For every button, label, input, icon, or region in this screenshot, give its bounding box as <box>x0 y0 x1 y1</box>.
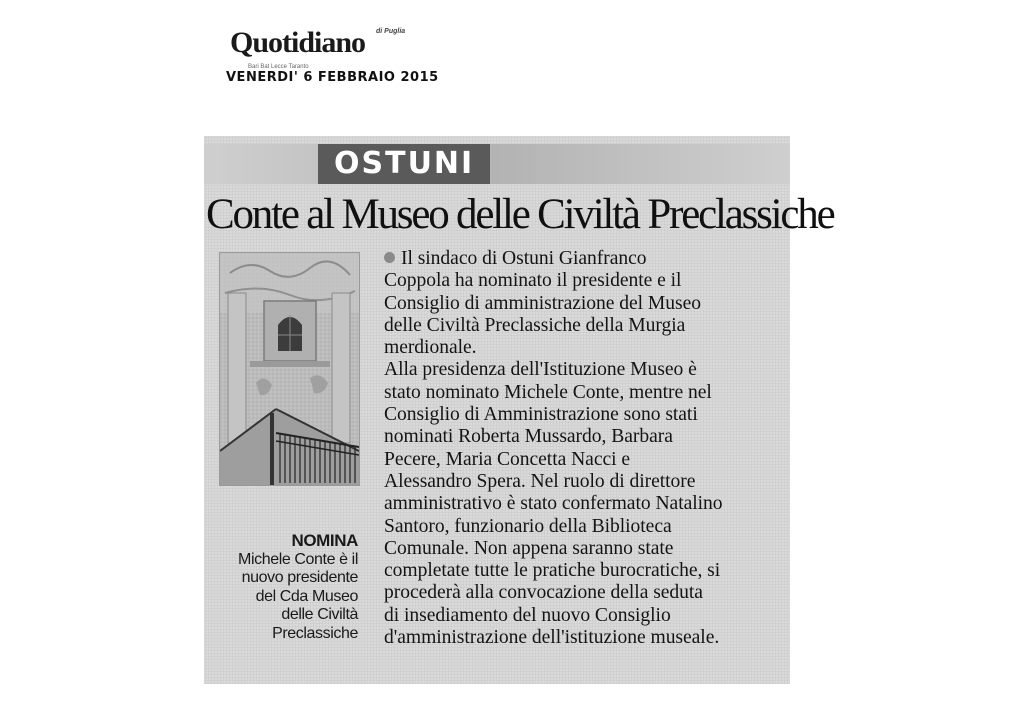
newspaper-masthead <box>226 22 486 92</box>
publication-date: VENERDI' 6 FEBBRAIO 2015 <box>226 70 439 85</box>
facade-illustration <box>220 253 359 485</box>
article-kicker: OSTUNI <box>318 144 490 184</box>
caption-line: del Cda Museo <box>255 587 358 605</box>
body-line-text: Il sindaco di Ostuni Gianfranco <box>401 248 647 269</box>
body-line: delle Civiltà Preclassiche della Murgia <box>384 314 686 336</box>
body-line: merdionale. <box>384 337 477 359</box>
body-line: amministrativo è stato confermato Natalino <box>384 493 723 515</box>
body-line: Coppola ha nominato il presidente e il <box>384 270 682 292</box>
body-line: procederà alla convocazione della seduta <box>384 582 703 604</box>
body-line: d'amministrazione dell'istituzione museale. <box>384 627 720 649</box>
bullet-icon <box>384 252 395 263</box>
body-line: Consiglio di amministrazione del Museo <box>384 292 702 314</box>
building-facade-photo <box>219 252 360 486</box>
body-line: Consiglio di Amministrazione sono stati <box>384 404 698 426</box>
kicker-bar <box>204 144 790 184</box>
body-line: Santoro, funzionario della Biblioteca <box>384 515 672 537</box>
caption-line: delle Civiltà <box>281 606 358 623</box>
body-line: di insediamento del nuovo Consiglio <box>384 604 671 626</box>
body-line: Comunale. Non appena saranno state <box>384 537 674 559</box>
photo-caption <box>208 532 358 643</box>
caption-line: nuovo presidente <box>241 569 358 586</box>
body-line: Alessandro Spera. Nel ruolo di direttore <box>384 470 696 492</box>
article-headline: Conte al Museo delle Civiltà Preclassiche <box>206 191 834 238</box>
body-line: Pecere, Maria Concetta Nacci e <box>384 448 631 470</box>
article-clipping <box>204 136 834 684</box>
body-paragraph <box>384 359 779 649</box>
body-paragraph <box>384 248 779 359</box>
article-body <box>384 248 779 649</box>
body-line: nominati Roberta Mussardo, Barbara <box>384 426 673 448</box>
caption-line: Michele Conte è il <box>238 550 358 568</box>
masthead-editions: Bari Bat Lecce Taranto <box>248 64 309 70</box>
masthead-tagline: di Puglia <box>376 28 406 35</box>
caption-label: NOMINA <box>291 531 358 550</box>
body-line <box>384 248 779 270</box>
caption-line: Preclassiche <box>272 624 358 642</box>
body-line: stato nominato Michele Conte, mentre nel <box>384 381 712 403</box>
newspaper-logo: Quotidiano <box>230 26 366 59</box>
body-line: Alla presidenza dell'Istituzione Museo è <box>384 359 697 381</box>
body-line: completate tutte le pratiche burocratiche, si <box>384 560 721 582</box>
